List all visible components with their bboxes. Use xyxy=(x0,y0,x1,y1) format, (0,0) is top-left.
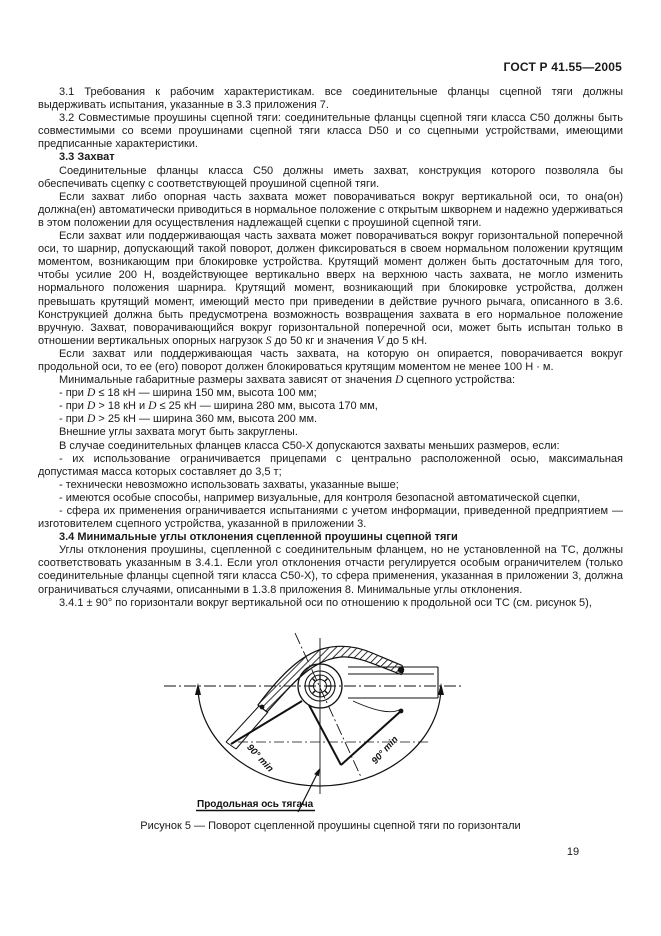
coupling-rotation-diagram xyxy=(150,628,490,820)
paragraph: Углы отклонения проушины, сцепленной с соединительным фланцем, но не установленной на ТС, должны соответствовать указанным в 3.4.1. Если угол отклонения отчасти регулируется особым ограничителем (только соединительные фланцы сцепной тяги класса С50-Х), то сфера применения, указанная в приложении 3, должна ограничиваться случаями, описанными в 1.3.8 приложения 8. Минимальные углы отклонения. xyxy=(38,544,623,596)
paragraph: Внешние углы захвата могут быть закруглены. xyxy=(59,426,298,439)
paragraph: Если захват либо опорная часть захвата может поворачиваться вокруг вертикальной оси, то она(он) должна(ен) автоматически приводиться в нормальное положение с открытым шкворнем и надежно удерживаться в этом положении для осуществления надлежащей сцепки с проушиной сцепной тяги. xyxy=(38,190,623,229)
list-item: - их использование ограничивается прицепами с центрально расположенной осью, максимальная допустимая масса которых составляет до 3,5 т; xyxy=(38,452,623,478)
left-angle-label: 90° min xyxy=(244,742,276,775)
paragraph: 3.2 Совместимые проушины сцепной тяги: соединительные фланцы сцепной тяги класса С50 должны быть совместимыми со всеми проушинами сцепной тяги класса D50 и со сцепными устройствами, имеющими предписанные характеристики. xyxy=(38,112,623,151)
right-angle-label: 90° min xyxy=(369,734,401,767)
axis-label: Продольная ось тягача xyxy=(197,799,314,810)
section-heading: 3.3 Захват xyxy=(59,151,115,164)
list-item: - технически невозможно использовать захваты, указанные выше; xyxy=(59,478,399,491)
arc-arrow-left xyxy=(195,683,201,695)
list-item: - при D > 25 кН — ширина 360 мм, высота 200 мм. xyxy=(59,413,318,426)
swing-line-end-dot xyxy=(399,709,404,714)
figure-5-drawing xyxy=(150,628,490,820)
document-blocks xyxy=(38,86,623,610)
list-item: - имеются особые способы, например визуальные, для контроля безопасной автоматической сцепки, xyxy=(59,491,581,504)
paragraph: Минимальные габаритные размеры захвата зависят от значения D сцепного устройства: xyxy=(59,374,516,387)
figure-caption: Рисунок 5 — Поворот сцепленной проушины сцепной тяги по горизонтали xyxy=(140,820,521,832)
list-item: - сфера их применения ограничивается испытаниями с учетом информации, приведенной предприятием — изготовителем сцепного устройства, указанной в приложении 3. xyxy=(38,505,623,531)
section-heading: 3.4 Минимальные углы отклонения сцепленной проушины сцепной тяги xyxy=(59,531,458,544)
hatched-band xyxy=(258,646,404,712)
paragraph: 3.1 Требования к рабочим характеристикам. все соединительные фланцы сцепной тяги должны выдерживать испытания, указанные в 3.3 приложения 7. xyxy=(38,86,623,112)
arc-arrow-right xyxy=(438,683,444,695)
paragraph: Если захват или поддерживающая часть захвата, на которую он опирается, поворачивается вокруг продольной оси, то ее (его) поворот должен блокироваться крутящим моментом не менее 100 Н · м. xyxy=(38,347,623,373)
list-item: - при D > 18 кН и D ≤ 25 кН — ширина 280 мм, высота 170 мм, xyxy=(59,400,378,413)
paragraph: Соединительные фланцы класса С50 должны иметь захват, конструкция которого позволяла бы обеспечивать сцепку с соответствующей проушиной сцепной тяги. xyxy=(38,164,623,190)
paragraph: Если захват или поддерживающая часть захвата может поворачиваться вокруг горизонтальной поперечной оси, то шарнир, допускающий такой поворот, должен фиксироваться в своем нормальном положении крутящим моментом, возникающим при блокировке устройства. Крутящий момент должен быть достаточным для того, чтобы усилие 200 Н, воздействующее вертикально вверх на верхнюю часть захвата, не могло изменить нормального положения шарнира. Крутящий момент, возникающий при блокировке устройства, должен превышать крутящий момент, имеющий место при приведении в действие ручного рычага, описанного в 3.6. Конструкцией должна быть предусмотрена возможность возвращения захвата в его нормальное положение вручную. Захват, поворачивающийся вокруг горизонтальной поперечной оси, может быть испытан только в отношении вертикальных опорных нагрузок S до 50 кг и значения V до 5 кН. xyxy=(38,230,623,347)
axis-leader-arrow xyxy=(314,768,320,776)
paragraph: В случае соединительных фланцев класса С50-Х допускаются захваты меньших размеров, если: xyxy=(59,439,560,452)
list-item: - при D ≤ 18 кН — ширина 150 мм, высота 100 мм; xyxy=(59,387,317,400)
paragraph: 3.4.1 ± 90° по горизонтали вокруг вертикальной оси по отношению к продольной оси ТС (см. рисунок 5), xyxy=(59,596,592,609)
standard-designation: ГОСТ Р 41.55—2005 xyxy=(503,60,622,74)
page-number: 19 xyxy=(566,846,580,858)
